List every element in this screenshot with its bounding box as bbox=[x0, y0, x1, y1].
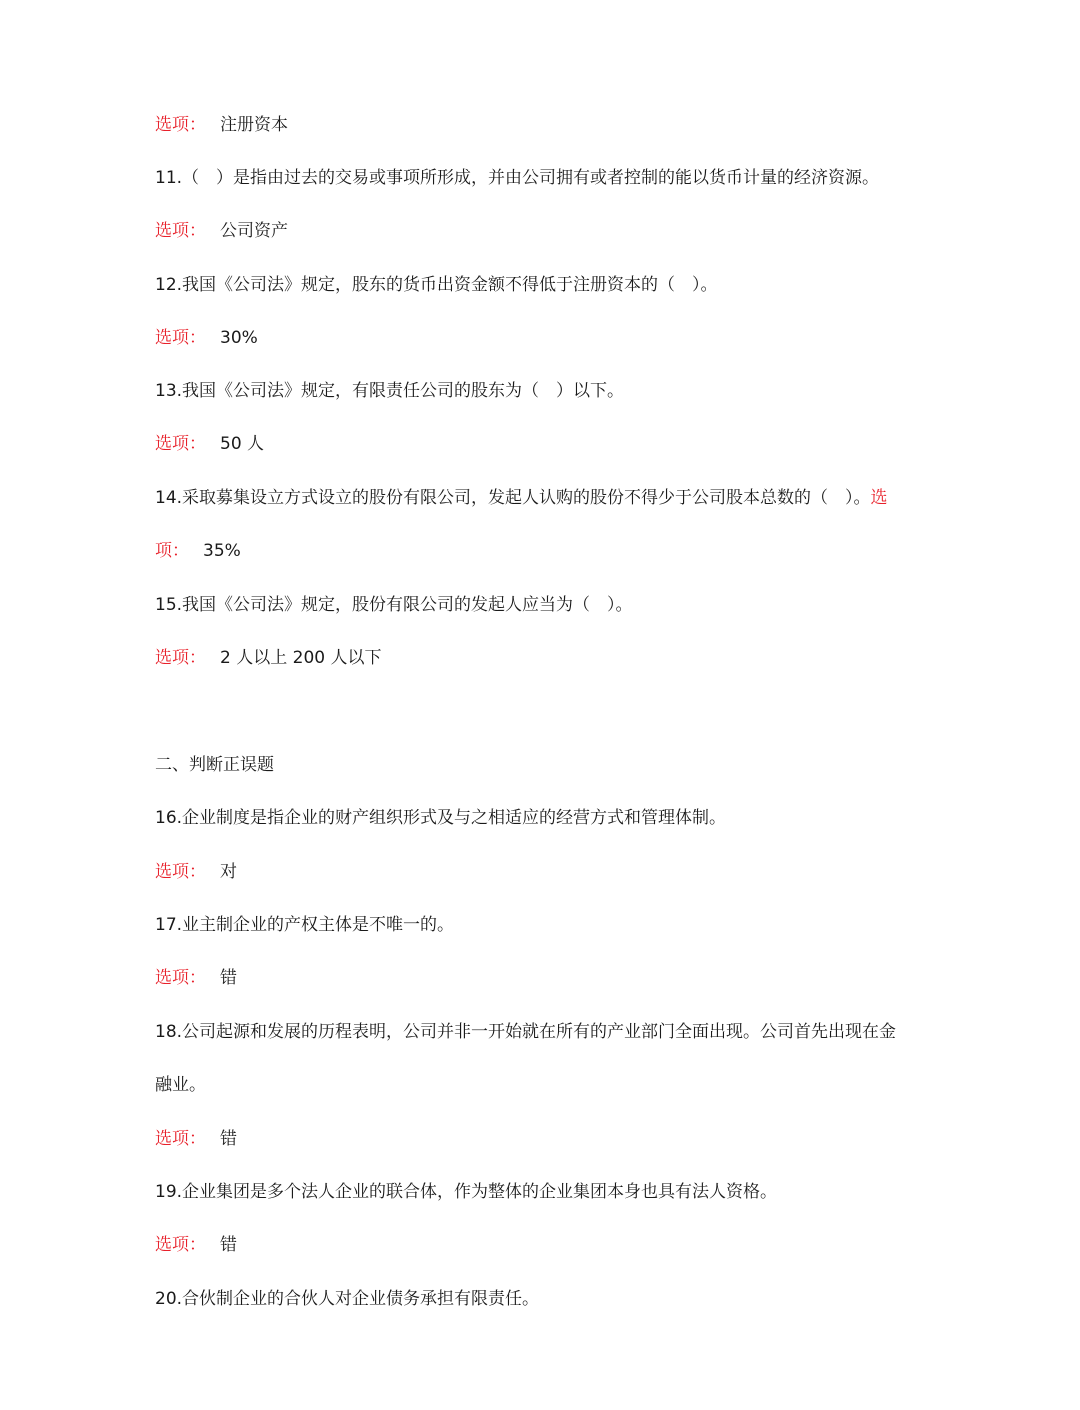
option-label: 选项： bbox=[155, 1129, 206, 1149]
question-20: 20.合伙制企业的合伙人对企业债务承担有限责任。 bbox=[155, 1289, 540, 1309]
answer-line bbox=[155, 646, 945, 670]
option-label-part2: 项： bbox=[155, 541, 189, 561]
question-18-line1: 18.公司起源和发展的历程表明，公司并非一开始就在所有的产业部门全面出现。公司首先出现在金 bbox=[155, 1022, 897, 1042]
answer-line bbox=[155, 113, 945, 137]
answer-line bbox=[155, 219, 945, 243]
option-label: 选项： bbox=[155, 328, 206, 348]
answer-line bbox=[155, 1127, 945, 1151]
answer-line bbox=[155, 539, 945, 563]
question-15: 15.我国《公司法》规定，股份有限公司的发起人应当为（ ）。 bbox=[155, 595, 633, 615]
answer-line bbox=[155, 966, 945, 990]
answer-value: 注册资本 bbox=[220, 115, 288, 135]
option-label: 选项： bbox=[155, 115, 206, 135]
question-16: 16.企业制度是指企业的财产组织形式及与之相适应的经营方式和管理体制。 bbox=[155, 808, 727, 828]
answer-line bbox=[155, 432, 945, 456]
section-heading: 二、判断正误题 bbox=[155, 755, 274, 775]
answer-value: 错 bbox=[220, 1235, 237, 1255]
question-13: 13.我国《公司法》规定，有限责任公司的股东为（ ）以下。 bbox=[155, 381, 625, 401]
answer-value: 公司资产 bbox=[220, 221, 288, 241]
option-label: 选项： bbox=[155, 221, 206, 241]
answer-line bbox=[155, 1233, 945, 1257]
answer-value: 30% bbox=[220, 328, 258, 348]
answer-line bbox=[155, 860, 945, 884]
option-label: 选项： bbox=[155, 434, 206, 454]
question-19: 19.企业集团是多个法人企业的联合体，作为整体的企业集团本身也具有法人资格。 bbox=[155, 1182, 778, 1202]
option-label: 选项： bbox=[155, 1235, 206, 1255]
question-14-text: 14.采取募集设立方式设立的股份有限公司，发起人认购的股份不得少于公司股本总数的（ ）。 bbox=[155, 488, 871, 508]
question-14 bbox=[155, 486, 945, 510]
answer-line bbox=[155, 326, 945, 350]
question-11: 11.（ ）是指由过去的交易或事项所形成，并由公司拥有或者控制的能以货币计量的经济资源。 bbox=[155, 168, 880, 188]
answer-value: 2 人以上 200 人以下 bbox=[220, 648, 382, 668]
answer-value: 对 bbox=[220, 862, 237, 882]
option-label-part1: 选 bbox=[870, 488, 888, 508]
answer-value: 错 bbox=[220, 968, 237, 988]
question-18-line2: 融业。 bbox=[155, 1075, 206, 1095]
question-12: 12.我国《公司法》规定，股东的货币出资金额不得低于注册资本的（ ）。 bbox=[155, 275, 718, 295]
answer-value: 50 人 bbox=[220, 434, 265, 454]
option-label: 选项： bbox=[155, 968, 206, 988]
answer-value: 35% bbox=[203, 541, 241, 561]
option-label: 选项： bbox=[155, 862, 206, 882]
answer-value: 错 bbox=[220, 1129, 237, 1149]
option-label: 选项： bbox=[155, 648, 206, 668]
question-17: 17.业主制企业的产权主体是不唯一的。 bbox=[155, 915, 455, 935]
